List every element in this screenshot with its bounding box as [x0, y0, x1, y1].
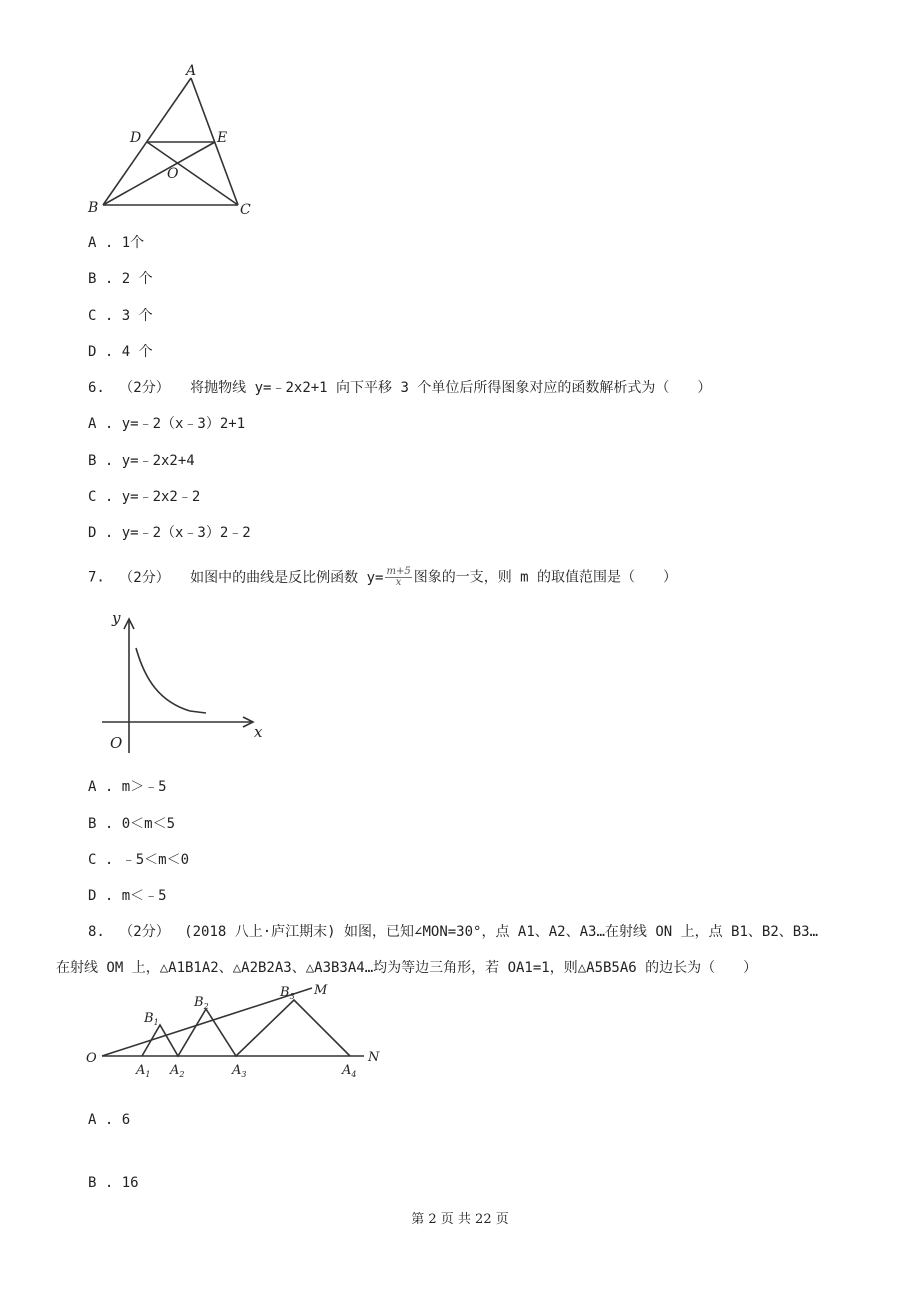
label-o: O — [167, 166, 179, 182]
q7-option-a[interactable]: A . m＞﹣5 — [88, 779, 167, 795]
q5-option-c[interactable]: C . 3 个 — [88, 308, 153, 324]
q8-label-b1: $B_1$ — [144, 1011, 159, 1027]
q7-score: （2分） — [119, 569, 170, 586]
q8-label-n: N — [368, 1050, 380, 1065]
q8-score: （2分） — [119, 924, 170, 940]
label-d: D — [130, 130, 142, 146]
q6-text: 将抛物线 y=﹣2x2+1 向下平移 3 个单位后所得图象对应的函数解析式为（ ） — [190, 380, 712, 396]
q6-option-b[interactable]: B . y=﹣2x2+4 — [88, 453, 195, 469]
q8-stem-line1 — [88, 923, 818, 941]
q7-text-after: 图象的一支，则 m 的取值范围是（ ） — [413, 569, 677, 586]
q5-option-b[interactable]: B . 2 个 — [88, 271, 153, 287]
q7-text-before: 如图中的曲线是反比例函数 y= — [190, 569, 384, 586]
q5-option-a[interactable]: A . 1个 — [88, 235, 145, 251]
q6-score: （2分） — [119, 380, 170, 396]
triangle-figure — [80, 60, 270, 220]
q6-number: 6. — [88, 380, 105, 396]
q8-text-line1: (2018 八上·庐江期末) 如图，已知∠MON=30°，点 A1、A2、A3…在射线 ON 上，点 B1、B2、B3… — [184, 924, 819, 940]
q8-option-a[interactable]: A . 6 — [88, 1112, 131, 1128]
q5-option-d[interactable]: D . 4 个 — [88, 344, 153, 360]
q7-number: 7. — [88, 569, 105, 586]
q8-label-a3: $A_3$ — [232, 1063, 247, 1078]
q8-label-b2: $B_2$ — [194, 995, 209, 1011]
q8-label-a4: $A_4$ — [342, 1063, 357, 1078]
q8-number: 8. — [88, 924, 105, 940]
q8-label-m: M — [314, 983, 328, 998]
q8-label-o: O — [86, 1051, 97, 1066]
label-a: A — [186, 63, 197, 79]
q7-x-label: x — [254, 723, 263, 741]
label-b: B — [88, 200, 99, 216]
q8-label-a2: $A_2$ — [170, 1063, 185, 1078]
q7-option-c[interactable]: C . ﹣5＜m＜0 — [88, 852, 190, 868]
q7-option-b[interactable]: B . 0＜m＜5 — [88, 816, 176, 832]
q7-origin-label: O — [110, 734, 123, 752]
label-c: C — [240, 202, 251, 218]
q8-ray-figure — [82, 978, 392, 1078]
q7-stem — [88, 567, 677, 588]
q6-option-d[interactable]: D . y=﹣2（x﹣3）2﹣2 — [88, 525, 251, 541]
label-e: E — [217, 130, 228, 146]
q7-fraction-numerator: m+5 — [386, 566, 411, 577]
q8-stem-line2: 在射线 OM 上，△A1B1A2、△A2B2A3、△A3B3A4…均为等边三角形，若 OA1=1，则△A5B5A6 的边长为（ ） — [56, 960, 758, 976]
q6-option-c[interactable]: C . y=﹣2x2﹣2 — [88, 489, 201, 505]
q8-option-b[interactable]: B . 16 — [88, 1175, 139, 1191]
q7-option-d[interactable]: D . m＜﹣5 — [88, 888, 167, 904]
q8-label-b3: $B_3$ — [280, 985, 295, 1001]
q7-y-label: y — [112, 609, 121, 627]
q7-graph-figure — [100, 605, 275, 760]
q7-fraction — [385, 567, 411, 588]
q8-label-a1: $A_1$ — [136, 1063, 151, 1078]
q6-option-a[interactable]: A . y=﹣2（x﹣3）2+1 — [88, 416, 246, 432]
page-footer: 第 2 页 共 22 页 — [411, 1212, 509, 1227]
q7-fraction-denominator: x — [395, 577, 402, 588]
q6-stem — [88, 379, 711, 397]
